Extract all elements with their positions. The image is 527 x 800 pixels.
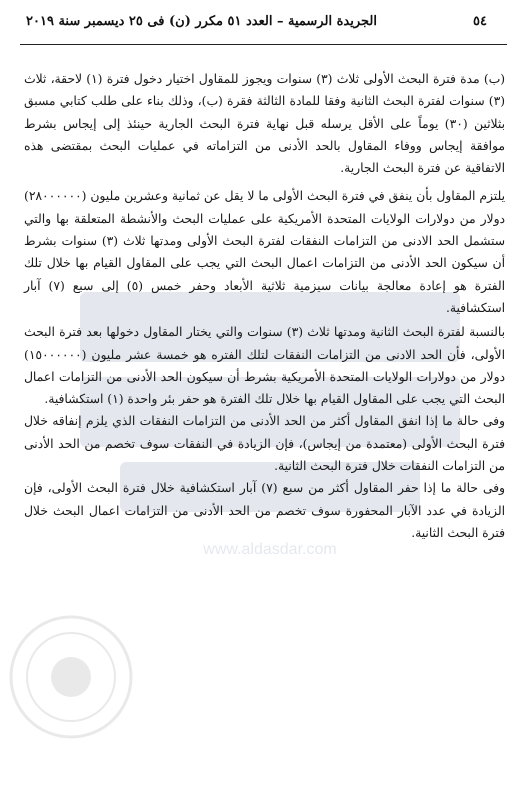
header-rule [20, 44, 507, 45]
document-body [24, 68, 505, 544]
paragraph-second-period-obligation: بالنسبة لفترة البحث الثانية ومدتها ثلاث (٣) سنوات والتي يختار المقاول دخولها بعد فترة البحث الأولى، فأن الحد الادنى من التزامات النفقات لتلك الفتره هو خمسة عشر مليون (١٥٠٠٠٠٠٠) دولار من دولارات الولايات المتحدة الأمريكية بشرط أن سيكون الحد الأدنى من التزامات اعمال البحث التي يجب على المقاول القيام بها خلال تلك الفترة هو حفر بئر واحدة (١) استكشافية. [24, 325, 505, 407]
paragraph-excess-expenditure: وفى حالة ما إذا انفق المقاول أكثر من الحد الأدنى من التزامات النفقات الذي يلزم إنفاقه خلال فترة البحث الأولى (معتمدة من إيجاس)، فإن الزيادة في النفقات سوف تخصم من الحد الأدنى من التزامات النفقات خلال فترة البحث الثانية. [24, 414, 505, 474]
paragraph-first-period-obligation: يلتزم المقاول بأن ينفق في فترة البحث الأولى ما لا يقل عن ثمانية وعشرين مليون (٢٨٠٠٠٠٠٠) دولار من دولارات الولايات المتحدة الأمريكية على عمليات البحث والأنشطة المتعلقة بها والتي ستشمل الحد الادنى من التزامات النفقات لفترة البحث الأولى ومدتها ثلاث (٣) سنوات بشرط أن سيكون الحد الأدنى من التزامات اعمال البحث التي يجب على المقاول القيام بها خلال تلك الفترة هو إعادة معالجة بيانات سيزمية ثلاثية الأبعاد وحفر خمس (٥) إلى سبع (٧) آبار استكشافية. [24, 189, 506, 315]
watermark-url: www.aldasdar.com [203, 541, 337, 558]
gazette-seal [6, 612, 136, 742]
paragraph-exploration-period: (ب) مدة فترة البحث الأولى ثلاث (٣) سنوات ويجوز للمقاول اختيار دخول فترة (١) لاحقة، ثلاث (٣) سنوات لفترة البحث الثانية وفقا للمادة الثالثة فقرة (ب)، وذلك بناء على طلب كتابي مسبق بثلاثين (٣٠) يوماً على الأقل يرسله قبل نهاية فترة البحث الجارية حينئذ إلى إيجاس بشرط موافقة إيجاس ووفاء المقاول بالحد الأدنى من التزاماته في عمليات البحث بمقتضى هذه الاتفاقية عن فترة البحث الجارية. [24, 72, 505, 176]
paragraph-excess-wells: وفى حالة ما إذا حفر المقاول أكثر من سبع (٧) آبار استكشافية خلال فترة البحث الأولى، فإن الزيادة في عدد الآبار المحفورة سوف تخصم من الحد الأدنى من التزامات اعمال البحث خلال فترة البحث الثانية. [24, 481, 505, 540]
header-title: الجريدة الرسمية – العدد ٥١ مكرر (ن) فى ٢٥ ديسمبر سنة ٢٠١٩ [26, 14, 377, 29]
page-number: ٥٤ [473, 14, 487, 29]
page-header [26, 14, 487, 29]
